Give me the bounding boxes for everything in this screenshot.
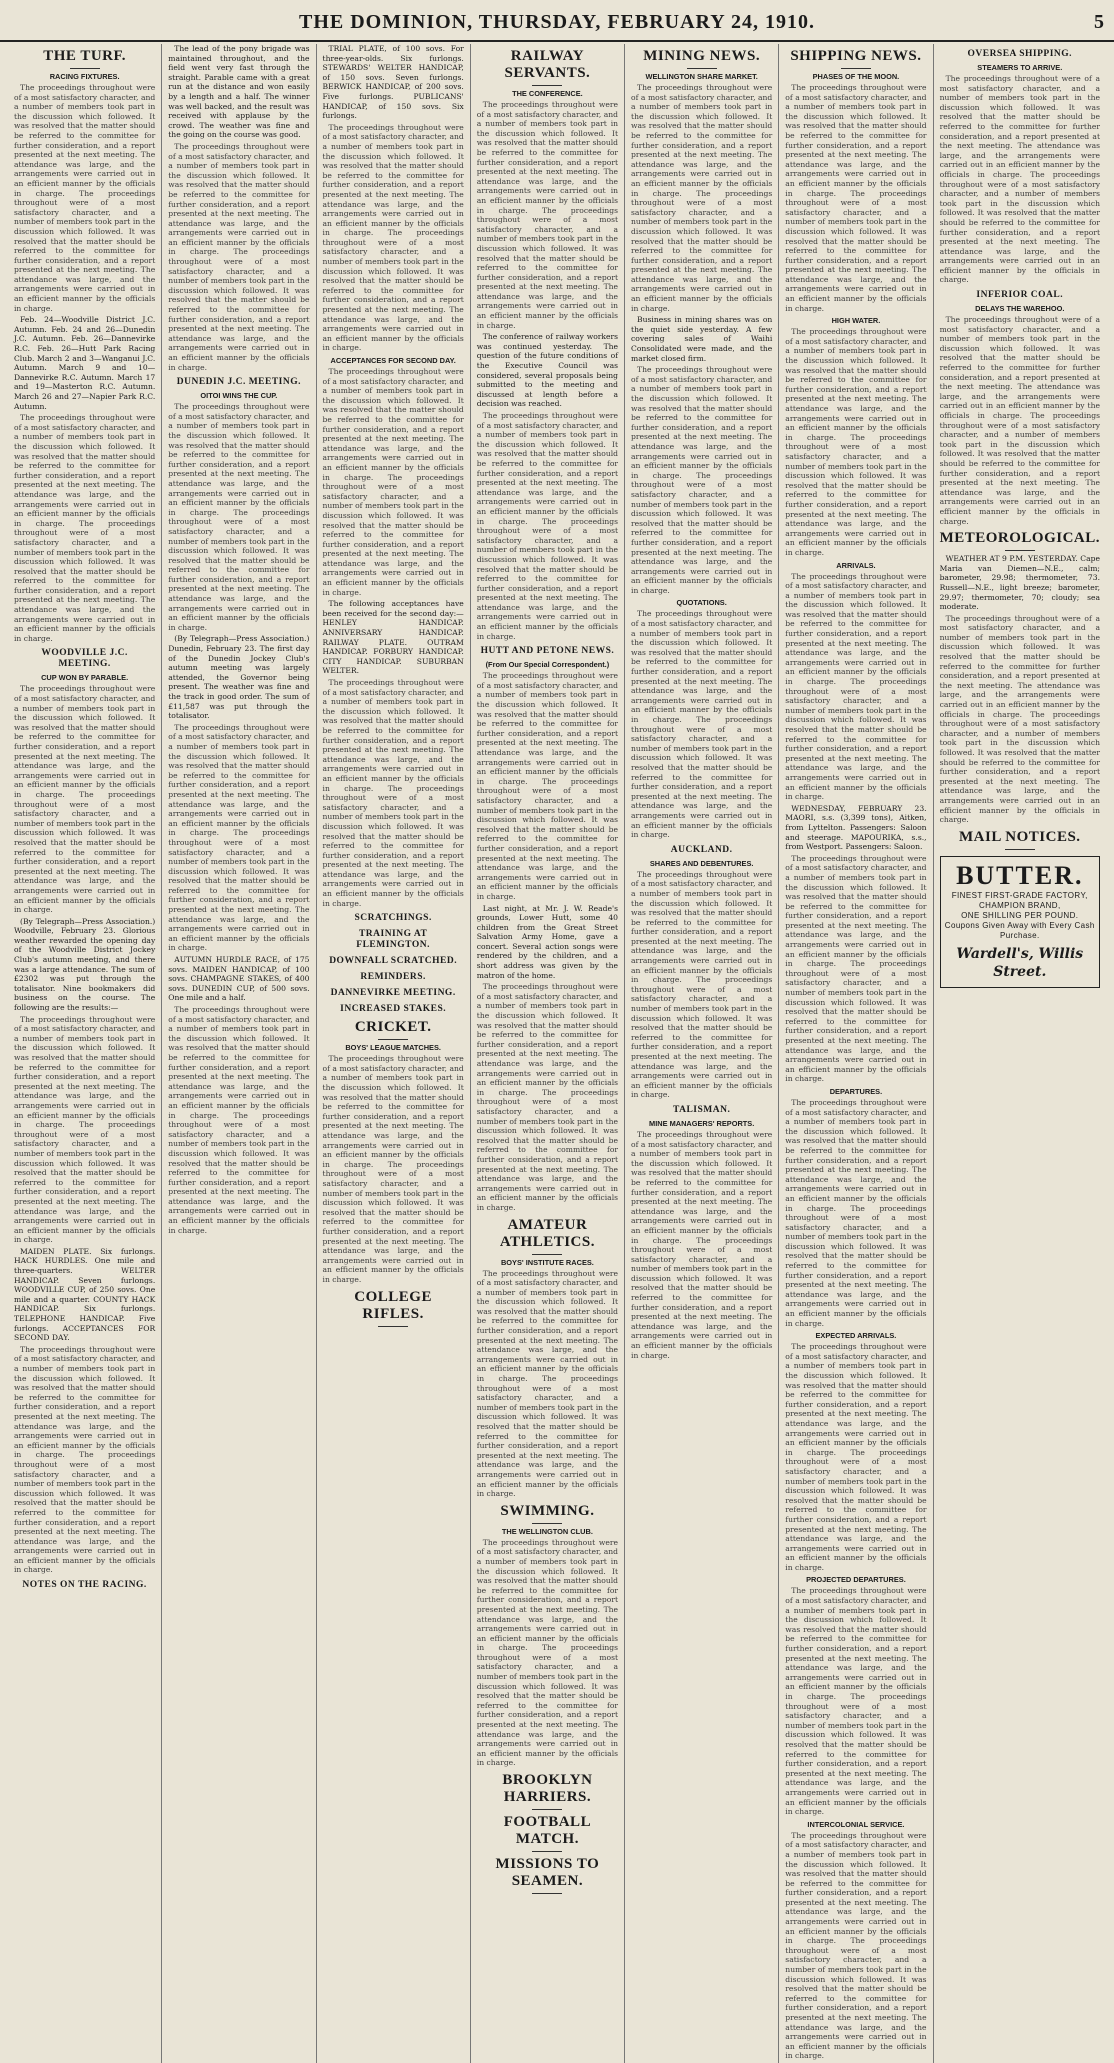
body-text-filler: The proceedings throughout were of a most satisfactory character, and a number of members took part in the discussion which followed. It was resolved that the matter should be referred to the committee for further consideration, and a report presented at the next meeting. The attendance was large, and the arrangements were carried out in an efficient manner by the officials in charge. The proceedings throughout were of a most satisfactory character, and a number of members took part in the discussion which followed. It was resolved that the matter should be referred to the committee for further consideration, and a report presented at the next meeting. The attendance was large, and the arrangements were carried out in an efficient manner by the officials in charge.	[322, 122, 464, 353]
divider	[841, 68, 871, 69]
advert-signature: Wardell's, Willis Street.	[956, 945, 1084, 980]
divider	[532, 1851, 562, 1852]
section-heading: AUCKLAND.	[670, 844, 733, 855]
advert-line: FINEST FIRST-GRADE FACTORY,	[951, 890, 1088, 900]
body-text-filler: The proceedings throughout were of a most satisfactory character, and a number of members took part in the discussion which followed. It was resolved that the matter should be referred to the committee for further consideration, and a report presented at the next meeting. The attendance was large, and the arrangements were carried out in an efficient manner by the officials in charge. The proceedings throughout were of a most satisfactory character, and a number of members took part in the discussion which followed. It was resolved that the matter should be referred to the committee for further consideration, and a report presented at the next meeting. The attendance was large, and the arrangements were carried out in an efficient manner by the officials in charge.	[476, 100, 619, 330]
article-paragraph: WEATHER AT 9 P.M. YESTERDAY. Cape Maria van Diemen—N.E., calm; barometer, 29.98; thermometer, 73. Russell—N.E., light breeze; barometer, 29.97; thermometer, 70; cloudy; sea moderate.	[939, 554, 1100, 612]
subheading: THE CONFERENCE.	[512, 89, 583, 98]
article-paragraph: The following acceptances have been received for the second day:— HENLEY HANDICAP. ANNIVERSARY HANDICAP. RAILWAY PLATE. OUTRAM HANDICAP. FORBURY HANDICAP. CITY HANDICAP. SUBURBAN WELTER.	[322, 599, 464, 676]
column-5	[625, 44, 779, 2063]
body-text-filler: The proceedings throughout were of a most satisfactory character, and a number of members took part in the discussion which followed. It was resolved that the matter should be referred to the committee for further consideration, and a report presented at the next meeting. The attendance was large, and the arrangements were carried out in an efficient manner by the officials in charge. The proceedings throughout were of a most satisfactory character, and a number of members took part in the discussion which followed. It was resolved that the matter should be referred to the committee for further consideration, and a report presented at the next meeting. The attendance was large, and the arrangements were carried out in an efficient manner by the officials in charge.	[322, 678, 464, 908]
divider	[1005, 849, 1035, 850]
body-text-filler: The proceedings throughout were of a most satisfactory character, and a number of members took part in the discussion which followed. It was resolved that the matter should be referred to the committee for further consideration, and a report presented at the next meeting. The attendance was large, and the arrangements were carried out in an efficient manner by the officials in charge. The proceedings throughout were of a most satisfactory character, and a number of members took part in the discussion which followed. It was resolved that the matter should be referred to the committee for further consideration, and a report presented at the next meeting. The attendance was large, and the arrangements were carried out in an efficient manner by the officials in charge.	[14, 413, 156, 643]
body-text-filler: The proceedings throughout were of a most satisfactory character, and a number of members took part in the discussion which followed. It was resolved that the matter should be referred to the committee for further consideration, and a report presented at the next meeting. The attendance was large, and the arrangements were carried out in an efficient manner by the officials in charge. The proceedings throughout were of a most satisfactory character, and a number of members took part in the discussion which followed. It was resolved that the matter should be referred to the committee for further consideration, and a report presented at the next meeting. The attendance was large, and the arrangements were carried out in an efficient manner by the officials in charge.	[785, 327, 927, 557]
body-text-filler: The proceedings throughout were of a most satisfactory character, and a number of members took part in the discussion which followed. It was resolved that the matter should be referred to the committee for further consideration, and a report presented at the next meeting. The attendance was large, and the arrangements were carried out in an efficient manner by the officials in charge. The proceedings throughout were of a most satisfactory character, and a number of members took part in the discussion which followed. It was resolved that the matter should be referred to the committee for further consideration, and a report presented at the next meeting. The attendance was large, and the arrangements were carried out in an efficient manner by the officials in charge.	[14, 684, 156, 915]
section-heading: MINING NEWS.	[643, 48, 761, 64]
body-text-filler: The proceedings throughout were of a most satisfactory character, and a number of members took part in the discussion which followed. It was resolved that the matter should be referred to the committee for further consideration, and a report presented at the next meeting. The attendance was large, and the arrangements were carried out in an efficient manner by the officials in charge. The proceedings throughout were of a most satisfactory character, and a number of members took part in the discussion which followed. It was resolved that the matter should be referred to the committee for further consideration, and a report presented at the next meeting. The attendance was large, and the arrangements were carried out in an efficient manner by the officials in charge.	[785, 1342, 927, 1572]
section-heading: OVERSEA SHIPPING.	[967, 49, 1073, 59]
section-heading: BROOKLYN HARRIERS.	[502, 1772, 593, 1805]
advert-line: ONE SHILLING PER POUND.	[961, 910, 1079, 920]
body-text-filler: The proceedings throughout were of a most satisfactory character, and a number of members took part in the discussion which followed. It was resolved that the matter should be referred to the committee for further consideration, and a report presented at the next meeting. The attendance was large, and the arrangements were carried out in an efficient manner by the officials in charge. The proceedings throughout were of a most satisfactory character, and a number of members took part in the discussion which followed. It was resolved that the matter should be referred to the committee for further consideration, and a report presented at the next meeting. The attendance was large, and the arrangements were carried out in an efficient manner by the officials in charge.	[939, 74, 1100, 285]
divider	[378, 1326, 408, 1327]
divider	[532, 85, 562, 86]
body-text-filler: The proceedings throughout were of a most satisfactory character, and a number of members took part in the discussion which followed. It was resolved that the matter should be referred to the committee for further consideration, and a report presented at the next meeting. The attendance was large, and the arrangements were carried out in an efficient manner by the officials in charge. The proceedings throughout were of a most satisfactory character, and a number of members took part in the discussion which followed. It was resolved that the matter should be referred to the committee for further consideration, and a report presented at the next meeting. The attendance was large, and the arrangements were carried out in an efficient manner by the officials in charge.	[476, 1537, 619, 1768]
section-heading: THE TURF.	[43, 48, 127, 64]
body-text-filler: The proceedings throughout were of a most satisfactory character, and a number of members took part in the discussion which followed. It was resolved that the matter should be referred to the committee for further consideration, and a report presented at the next meeting. The attendance was large, and the arrangements were carried out in an efficient manner by the officials in charge. The proceedings throughout were of a most satisfactory character, and a number of members took part in the discussion which followed. It was resolved that the matter should be referred to the committee for further consideration, and a report presented at the next meeting. The attendance was large, and the arrangements were carried out in an efficient manner by the officials in charge.	[168, 722, 310, 953]
divider	[532, 1254, 562, 1255]
body-text-filler: The proceedings throughout were of a most satisfactory character, and a number of members took part in the discussion which followed. It was resolved that the matter should be referred to the committee for further consideration, and a report presented at the next meeting. The attendance was large, and the arrangements were carried out in an efficient manner by the officials in charge. The proceedings throughout were of a most satisfactory character, and a number of members took part in the discussion which followed. It was resolved that the matter should be referred to the committee for further consideration, and a report presented at the next meeting. The attendance was large, and the arrangements were carried out in an efficient manner by the officials in charge.	[322, 367, 464, 597]
body-text-filler: The proceedings throughout were of a most satisfactory character, and a number of members took part in the discussion which followed. It was resolved that the matter should be referred to the committee for further consideration, and a report presented at the next meeting. The attendance was large, and the arrangements were carried out in an efficient manner by the officials in charge. The proceedings throughout were of a most satisfactory character, and a number of members took part in the discussion which followed. It was resolved that the matter should be referred to the committee for further consideration, and a report presented at the next meeting. The attendance was large, and the arrangements were carried out in an efficient manner by the officials in charge.	[14, 1014, 156, 1245]
body-text-filler: The proceedings throughout were of a most satisfactory character, and a number of members took part in the discussion which followed. It was resolved that the matter should be referred to the committee for further consideration, and a report presented at the next meeting. The attendance was large, and the arrangements were carried out in an efficient manner by the officials in charge. The proceedings throughout were of a most satisfactory character, and a number of members took part in the discussion which followed. It was resolved that the matter should be referred to the committee for further consideration, and a report presented at the next meeting. The attendance was large, and the arrangements were carried out in an efficient manner by the officials in charge.	[14, 83, 156, 313]
body-text-filler: The proceedings throughout were of a most satisfactory character, and a number of members took part in the discussion which followed. It was resolved that the matter should be referred to the committee for further consideration, and a report presented at the next meeting. The attendance was large, and the arrangements were carried out in an efficient manner by the officials in charge. The proceedings throughout were of a most satisfactory character, and a number of members took part in the discussion which followed. It was resolved that the matter should be referred to the committee for further consideration, and a report presented at the next meeting. The attendance was large, and the arrangements were carried out in an efficient manner by the officials in charge.	[476, 1268, 619, 1499]
section-heading: DOWNFALL SCRATCHED.	[329, 956, 458, 967]
column-7	[934, 44, 1106, 2063]
subheading: INTERCOLONIAL SERVICE.	[807, 1819, 905, 1829]
section-heading: MAIL NOTICES.	[959, 828, 1081, 845]
divider	[532, 1523, 562, 1524]
column-2	[162, 44, 316, 2063]
section-heading: AMATEUR ATHLETICS.	[499, 1216, 595, 1250]
section-heading: METEOROLOGICAL.	[939, 530, 1100, 547]
article-paragraph: WEDNESDAY, FEBRUARY 23. MAORI, s.s. (3,399 tons), Aitken, from Lyttelton. Passengers: Saloon and steerage. MAPOURIKA, s.s., from Westport. Passengers: Saloon.	[785, 803, 927, 852]
section-heading: CRICKET.	[354, 1019, 432, 1036]
masthead-title: THE DOMINION, THURSDAY, FEBRUARY 24, 1910.	[299, 11, 815, 33]
body-text-filler: The proceedings throughout were of a most satisfactory character, and a number of members took part in the discussion which followed. It was resolved that the matter should be referred to the committee for further consideration, and a report presented at the next meeting. The attendance was large, and the arrangements were carried out in an efficient manner by the officials in charge. The proceedings throughout were of a most satisfactory character, and a number of members took part in the discussion which followed. It was resolved that the matter should be referred to the committee for further consideration, and a report presented at the next meeting. The attendance was large, and the arrangements were carried out in an efficient manner by the officials in charge.	[785, 571, 927, 802]
body-text-filler: The proceedings throughout were of a most satisfactory character, and a number of members took part in the discussion which followed. It was resolved that the matter should be referred to the committee for further consideration, and a report presented at the next meeting. The attendance was large, and the arrangements were carried out in an efficient manner by the officials in charge. The proceedings throughout were of a most satisfactory character, and a number of members took part in the discussion which followed. It was resolved that the matter should be referred to the committee for further consideration, and a report presented at the next meeting. The attendance was large, and the arrangements were carried out in an efficient manner by the officials in charge.	[631, 83, 773, 313]
section-heading: DANNEVIRKE MEETING.	[330, 988, 456, 999]
advert-line: Coupons Given Away with Every Cash Purchase.	[944, 920, 1095, 940]
section-heading: RAILWAY SERVANTS.	[504, 48, 591, 81]
body-text-filler: The proceedings throughout were of a most satisfactory character, and a number of members took part in the discussion which followed. It was resolved that the matter should be referred to the committee for further consideration, and a report presented at the next meeting. The attendance was large, and the arrangements were carried out in an efficient manner by the officials in charge. The proceedings throughout were of a most satisfactory character, and a number of members took part in the discussion which followed. It was resolved that the matter should be referred to the committee for further consideration, and a report presented at the next meeting. The attendance was large, and the arrangements were carried out in an efficient manner by the officials in charge.	[168, 1005, 310, 1235]
subheading: SHARES AND DEBENTURES.	[649, 858, 754, 868]
subheading: BOYS' LEAGUE MATCHES.	[345, 1043, 441, 1053]
body-text-filler: The proceedings throughout were of a most satisfactory character, and a number of members took part in the discussion which followed. It was resolved that the matter should be referred to the committee for further consideration, and a report presented at the next meeting. The attendance was large, and the arrangements were carried out in an efficient manner by the officials in charge. The proceedings throughout were of a most satisfactory character, and a number of members took part in the discussion which followed. It was resolved that the matter should be referred to the committee for further consideration, and a report presented at the next meeting. The attendance was large, and the arrangements were carried out in an efficient manner by the officials in charge.	[631, 1129, 773, 1360]
advert-headline: BUTTER.	[956, 860, 1084, 890]
advert-line: CHAMPION BRAND,	[979, 900, 1061, 910]
divider	[532, 1893, 562, 1894]
body-text-filler: The proceedings throughout were of a most satisfactory character, and a number of members took part in the discussion which followed. It was resolved that the matter should be referred to the committee for further consideration, and a report presented at the next meeting. The attendance was large, and the arrangements were carried out in an efficient manner by the officials in charge. The proceedings throughout were of a most satisfactory character, and a number of members took part in the discussion which followed. It was resolved that the matter should be referred to the committee for further consideration, and a report presented at the next meeting. The attendance was large, and the arrangements were carried out in an efficient manner by the officials in charge.	[476, 411, 619, 641]
subheading: ARRIVALS.	[836, 560, 876, 570]
article-paragraph: (By Telegraph—Press Association.) Woodville, February 23. Glorious weather rewarded the opening day of the Woodville District Jockey Club's autumn meeting, and there was a large attendance. The sum of £2302 was put through the totalisator. Nine bookmakers did business on the course. The following are the results:—	[14, 916, 156, 1013]
body-text-filler: The proceedings throughout were of a most satisfactory character, and a number of members took part in the discussion which followed. It was resolved that the matter should be referred to the committee for further consideration, and a report presented at the next meeting. The attendance was large, and the arrangements were carried out in an efficient manner by the officials in charge. The proceedings throughout were of a most satisfactory character, and a number of members took part in the discussion which followed. It was resolved that the matter should be referred to the committee for further consideration, and a report presented at the next meeting. The attendance was large, and the arrangements were carried out in an efficient manner by the officials in charge.	[939, 315, 1100, 526]
subheading: EXPECTED ARRIVALS.	[815, 1331, 897, 1341]
subheading: (From Our Special Correspondent.)	[485, 660, 610, 670]
body-text-filler: The proceedings throughout were of a most satisfactory character, and a number of members took part in the discussion which followed. It was resolved that the matter should be referred to the committee for further consideration, and a report presented at the next meeting. The attendance was large, and the arrangements were carried out in an efficient manner by the officials in charge. The proceedings throughout were of a most satisfactory character, and a number of members took part in the discussion which followed. It was resolved that the matter should be referred to the committee for further consideration, and a report presented at the next meeting. The attendance was large, and the arrangements were carried out in an efficient manner by the officials in charge.	[785, 83, 927, 313]
subheading: ACCEPTANCES FOR SECOND DAY.	[330, 356, 456, 365]
column-4	[471, 44, 625, 2063]
section-heading: MISSIONS TO SEAMEN.	[495, 1856, 600, 1889]
section-heading: TRAINING AT FLEMINGTON.	[356, 929, 430, 951]
body-text-filler: The proceedings throughout were of a most satisfactory character, and a number of members took part in the discussion which followed. It was resolved that the matter should be referred to the committee for further consideration, and a report presented at the next meeting. The attendance was large, and the arrangements were carried out in an efficient manner by the officials in charge. The proceedings throughout were of a most satisfactory character, and a number of members took part in the discussion which followed. It was resolved that the matter should be referred to the committee for further consideration, and a report presented at the next meeting. The attendance was large, and the arrangements were carried out in an efficient manner by the officials in charge.	[631, 869, 773, 1100]
page-number: 5	[1094, 11, 1104, 33]
subheading: HIGH WATER.	[831, 316, 881, 326]
subheading: PROJECTED DEPARTURES.	[806, 1575, 906, 1585]
subheading: MINE MANAGERS' REPORTS.	[649, 1118, 755, 1128]
section-heading: HUTT AND PETONE NEWS.	[480, 646, 615, 657]
body-text-filler: The proceedings throughout were of a most satisfactory character, and a number of members took part in the discussion which followed. It was resolved that the matter should be referred to the committee for further consideration, and a report presented at the next meeting. The attendance was large, and the arrangements were carried out in an efficient manner by the officials in charge. The proceedings throughout were of a most satisfactory character, and a number of members took part in the discussion which followed. It was resolved that the matter should be referred to the committee for further consideration, and a report presented at the next meeting. The attendance was large, and the arrangements were carried out in an efficient manner by the officials in charge.	[785, 1586, 927, 1817]
body-text-filler: The proceedings throughout were of a most satisfactory character, and a number of members took part in the discussion which followed. It was resolved that the matter should be referred to the committee for further consideration, and a report presented at the next meeting. The attendance was large, and the arrangements were carried out in an efficient manner by the officials in charge. The proceedings throughout were of a most satisfactory character, and a number of members took part in the discussion which followed. It was resolved that the matter should be referred to the committee for further consideration, and a report presented at the next meeting. The attendance was large, and the arrangements were carried out in an efficient manner by the officials in charge.	[14, 1344, 156, 1575]
section-heading: SHIPPING NEWS.	[790, 48, 922, 64]
article-paragraph: Last night, at Mr. J. W. Reade's grounds, Lower Hutt, some 40 children from the Great Street Salvation Army Home, gave a concert. Several action songs were rendered by the children, and a short address was given by the matron of the home.	[476, 903, 619, 980]
article-paragraph: (By Telegraph—Press Association.) Dunedin, February 23. The first day of the Dunedin Jockey Club's autumn meeting was largely attended, the Governor being present. The weather was fine and the track in good order. The sum of £11,587 was put through the totalisator.	[168, 634, 310, 721]
body-text-filler: The proceedings throughout were of a most satisfactory character, and a number of members took part in the discussion which followed. It was resolved that the matter should be referred to the committee for further consideration, and a report presented at the next meeting. The attendance was large, and the arrangements were carried out in an efficient manner by the officials in charge. The proceedings throughout were of a most satisfactory character, and a number of members took part in the discussion which followed. It was resolved that the matter should be referred to the committee for further consideration, and a report presented at the next meeting. The attendance was large, and the arrangements were carried out in an efficient manner by the officials in charge.	[631, 365, 773, 595]
subheading: CUP WON BY PARABLE.	[41, 673, 129, 683]
subheading: OITOI WINS THE CUP.	[200, 391, 278, 401]
section-heading: FOOTBALL MATCH.	[503, 1814, 592, 1847]
divider	[378, 1039, 408, 1040]
body-text-filler: The proceedings throughout were of a most satisfactory character, and a number of members took part in the discussion which followed. It was resolved that the matter should be referred to the committee for further consideration, and a report presented at the next meeting. The attendance was large, and the arrangements were carried out in an efficient manner by the officials in charge. The proceedings throughout were of a most satisfactory character, and a number of members took part in the discussion which followed. It was resolved that the matter should be referred to the committee for further consideration, and a report presented at the next meeting. The attendance was large, and the arrangements were carried out in an efficient manner by the officials in charge.	[476, 671, 619, 901]
section-heading: NOTES ON THE RACING.	[22, 1580, 147, 1591]
article-paragraph: AUTUMN HURDLE RACE, of 175 sovs. MAIDEN HANDICAP, of 100 sovs. CHAMPAGNE STAKES, of 400 sovs. DUNEDIN CUP, of 500 sovs. One mile and a half.	[168, 955, 310, 1003]
subheading: THE WELLINGTON CLUB.	[501, 1526, 593, 1536]
body-text-filler: The proceedings throughout were of a most satisfactory character, and a number of members took part in the discussion which followed. It was resolved that the matter should be referred to the committee for further consideration, and a report presented at the next meeting. The attendance was large, and the arrangements were carried out in an efficient manner by the officials in charge. The proceedings throughout were of a most satisfactory character, and a number of members took part in the discussion which followed. It was resolved that the matter should be referred to the committee for further consideration, and a report presented at the next meeting. The attendance was large, and the arrangements were carried out in an efficient manner by the officials in charge.	[785, 1830, 927, 2061]
butter-advertisement	[940, 856, 1100, 988]
column-1	[8, 44, 162, 2063]
subheading: DEPARTURES.	[829, 1086, 883, 1096]
subheading: WELLINGTON SHARE MARKET.	[645, 72, 758, 81]
section-heading: SCRATCHINGS.	[354, 913, 432, 924]
article-paragraph: Business in mining shares was on the quiet side yesterday. A few covering sales of Waihi Consolidated were made, and the market closed firm.	[631, 315, 773, 363]
section-heading: SWIMMING.	[500, 1502, 595, 1519]
body-text-filler: The proceedings throughout were of a most satisfactory character, and a number of members took part in the discussion which followed. It was resolved that the matter should be referred to the committee for further consideration, and a report presented at the next meeting. The attendance was large, and the arrangements were carried out in an efficient manner by the officials in charge. The proceedings throughout were of a most satisfactory character, and a number of members took part in the discussion which followed. It was resolved that the matter should be referred to the committee for further consideration, and a report presented at the next meeting. The attendance was large, and the arrangements were carried out in an efficient manner by the officials in charge.	[785, 853, 927, 1084]
divider	[532, 1809, 562, 1810]
body-text-filler: The proceedings throughout were of a most satisfactory character, and a number of members took part in the discussion which followed. It was resolved that the matter should be referred to the committee for further consideration, and a report presented at the next meeting. The attendance was large, and the arrangements were carried out in an efficient manner by the officials in charge. The proceedings throughout were of a most satisfactory character, and a number of members took part in the discussion which followed. It was resolved that the matter should be referred to the committee for further consideration, and a report presented at the next meeting. The attendance was large, and the arrangements were carried out in an efficient manner by the officials in charge.	[322, 1054, 464, 1284]
columns	[8, 44, 1106, 2061]
subheading: DELAYS THE WAREHOO.	[975, 304, 1065, 314]
divider	[687, 68, 717, 69]
body-text-filler: The proceedings throughout were of a most satisfactory character, and a number of members took part in the discussion which followed. It was resolved that the matter should be referred to the committee for further consideration, and a report presented at the next meeting. The attendance was large, and the arrangements were carried out in an efficient manner by the officials in charge. The proceedings throughout were of a most satisfactory character, and a number of members took part in the discussion which followed. It was resolved that the matter should be referred to the committee for further consideration, and a report presented at the next meeting. The attendance was large, and the arrangements were carried out in an efficient manner by the officials in charge.	[785, 1097, 927, 1328]
article-paragraph: MAIDEN PLATE. Six furlongs. HACK HURDLES. One mile and three-quarters. WELTER HANDICAP. Seven furlongs. WOODVILLE CUP, of 250 sovs. One mile and a quarter. COUNTY HACK HANDICAP. Six furlongs. TELEPHONE HANDICAP. Five furlongs. ACCEPTANCES FOR SECOND DAY.	[14, 1246, 156, 1343]
article-paragraph: Feb. 24—Woodville District J.C. Autumn. Feb. 24 and 26—Dunedin J.C. Autumn. Feb. 26—Dannevirke R.C. Feb. 26—Hutt Park Racing Club. March 2 and 3—Wanganui J.C. Autumn. March 9 and 10—Dannevirke R.C. Autumn. March 17 and 19—Masterton R.C. Autumn. March 26 and 27—Napier Park R.C. Autumn.	[14, 315, 156, 411]
section-heading: REMINDERS.	[360, 972, 426, 983]
section-heading: DUNEDIN J.C. MEETING.	[176, 377, 301, 388]
body-text-filler: The proceedings throughout were of a most satisfactory character, and a number of members took part in the discussion which followed. It was resolved that the matter should be referred to the committee for further consideration, and a report presented at the next meeting. The attendance was large, and the arrangements were carried out in an efficient manner by the officials in charge. The proceedings throughout were of a most satisfactory character, and a number of members took part in the discussion which followed. It was resolved that the matter should be referred to the committee for further consideration, and a report presented at the next meeting. The attendance was large, and the arrangements were carried out in an efficient manner by the officials in charge.	[168, 402, 310, 632]
article-paragraph: TRIAL PLATE, of 100 sovs. For three-year-olds. Six furlongs. STEWARDS' WELTER HANDICAP, of 150 sovs. Seven furlongs. BERWICK HANDICAP, of 200 sovs. Five furlongs. PUBLICANS' HANDICAP, of 150 sovs. Six furlongs.	[322, 44, 464, 121]
subheading: RACING FIXTURES.	[49, 72, 120, 81]
section-heading: COLLEGE RIFLES.	[354, 1288, 432, 1322]
subheading: QUOTATIONS.	[676, 598, 727, 608]
body-text-filler: The proceedings throughout were of a most satisfactory character, and a number of members took part in the discussion which followed. It was resolved that the matter should be referred to the committee for further consideration, and a report presented at the next meeting. The attendance was large, and the arrangements were carried out in an efficient manner by the officials in charge. The proceedings throughout were of a most satisfactory character, and a number of members took part in the discussion which followed. It was resolved that the matter should be referred to the committee for further consideration, and a report presented at the next meeting. The attendance was large, and the arrangements were carried out in an efficient manner by the officials in charge.	[631, 609, 773, 840]
article-paragraph: The lead of the pony brigade was maintained throughout, and the field went very fast through the straight. Parable came with a great run at the distance and won easily by a length and a half. The winner was well backed, and the result was received with applause by the crowd. The weather was fine and the going on the course was good.	[168, 44, 310, 140]
body-text-filler: The proceedings throughout were of a most satisfactory character, and a number of members took part in the discussion which followed. It was resolved that the matter should be referred to the committee for further consideration, and a report presented at the next meeting. The attendance was large, and the arrangements were carried out in an efficient manner by the officials in charge. The proceedings throughout were of a most satisfactory character, and a number of members took part in the discussion which followed. It was resolved that the matter should be referred to the committee for further consideration, and a report presented at the next meeting. The attendance was large, and the arrangements were carried out in an efficient manner by the officials in charge.	[476, 982, 619, 1212]
column-6	[779, 44, 933, 2063]
section-heading: INCREASED STAKES.	[340, 1004, 447, 1015]
section-heading: WOODVILLE J.C. MEETING.	[41, 648, 128, 670]
column-3	[317, 44, 471, 2063]
body-text-filler: The proceedings throughout were of a most satisfactory character, and a number of members took part in the discussion which followed. It was resolved that the matter should be referred to the committee for further consideration, and a report presented at the next meeting. The attendance was large, and the arrangements were carried out in an efficient manner by the officials in charge. The proceedings throughout were of a most satisfactory character, and a number of members took part in the discussion which followed. It was resolved that the matter should be referred to the committee for further consideration, and a report presented at the next meeting. The attendance was large, and the arrangements were carried out in an efficient manner by the officials in charge.	[168, 141, 310, 372]
section-heading: INFERIOR COAL.	[976, 290, 1064, 301]
divider	[1005, 550, 1035, 551]
subheading: STEAMERS TO ARRIVE.	[977, 63, 1063, 72]
subheading: BOYS' INSTITUTE RACES.	[500, 1257, 594, 1267]
divider	[70, 68, 100, 69]
body-text-filler: The proceedings throughout were of a most satisfactory character, and a number of members took part in the discussion which followed. It was resolved that the matter should be referred to the committee for further consideration, and a report presented at the next meeting. The attendance was large, and the arrangements were carried out in an efficient manner by the officials in charge. The proceedings throughout were of a most satisfactory character, and a number of members took part in the discussion which followed. It was resolved that the matter should be referred to the committee for further consideration, and a report presented at the next meeting. The attendance was large, and the arrangements were carried out in an efficient manner by the officials in charge.	[939, 613, 1100, 825]
masthead	[0, 0, 1114, 42]
subheading: PHASES OF THE MOON.	[812, 72, 900, 81]
article-paragraph: The conference of railway workers was continued yesterday. The question of the future conditions of the Executive Council was considered, several proposals being submitted to the meeting and discussed at length before a decision was reached.	[476, 332, 619, 409]
section-heading: TALISMAN.	[672, 1104, 731, 1115]
